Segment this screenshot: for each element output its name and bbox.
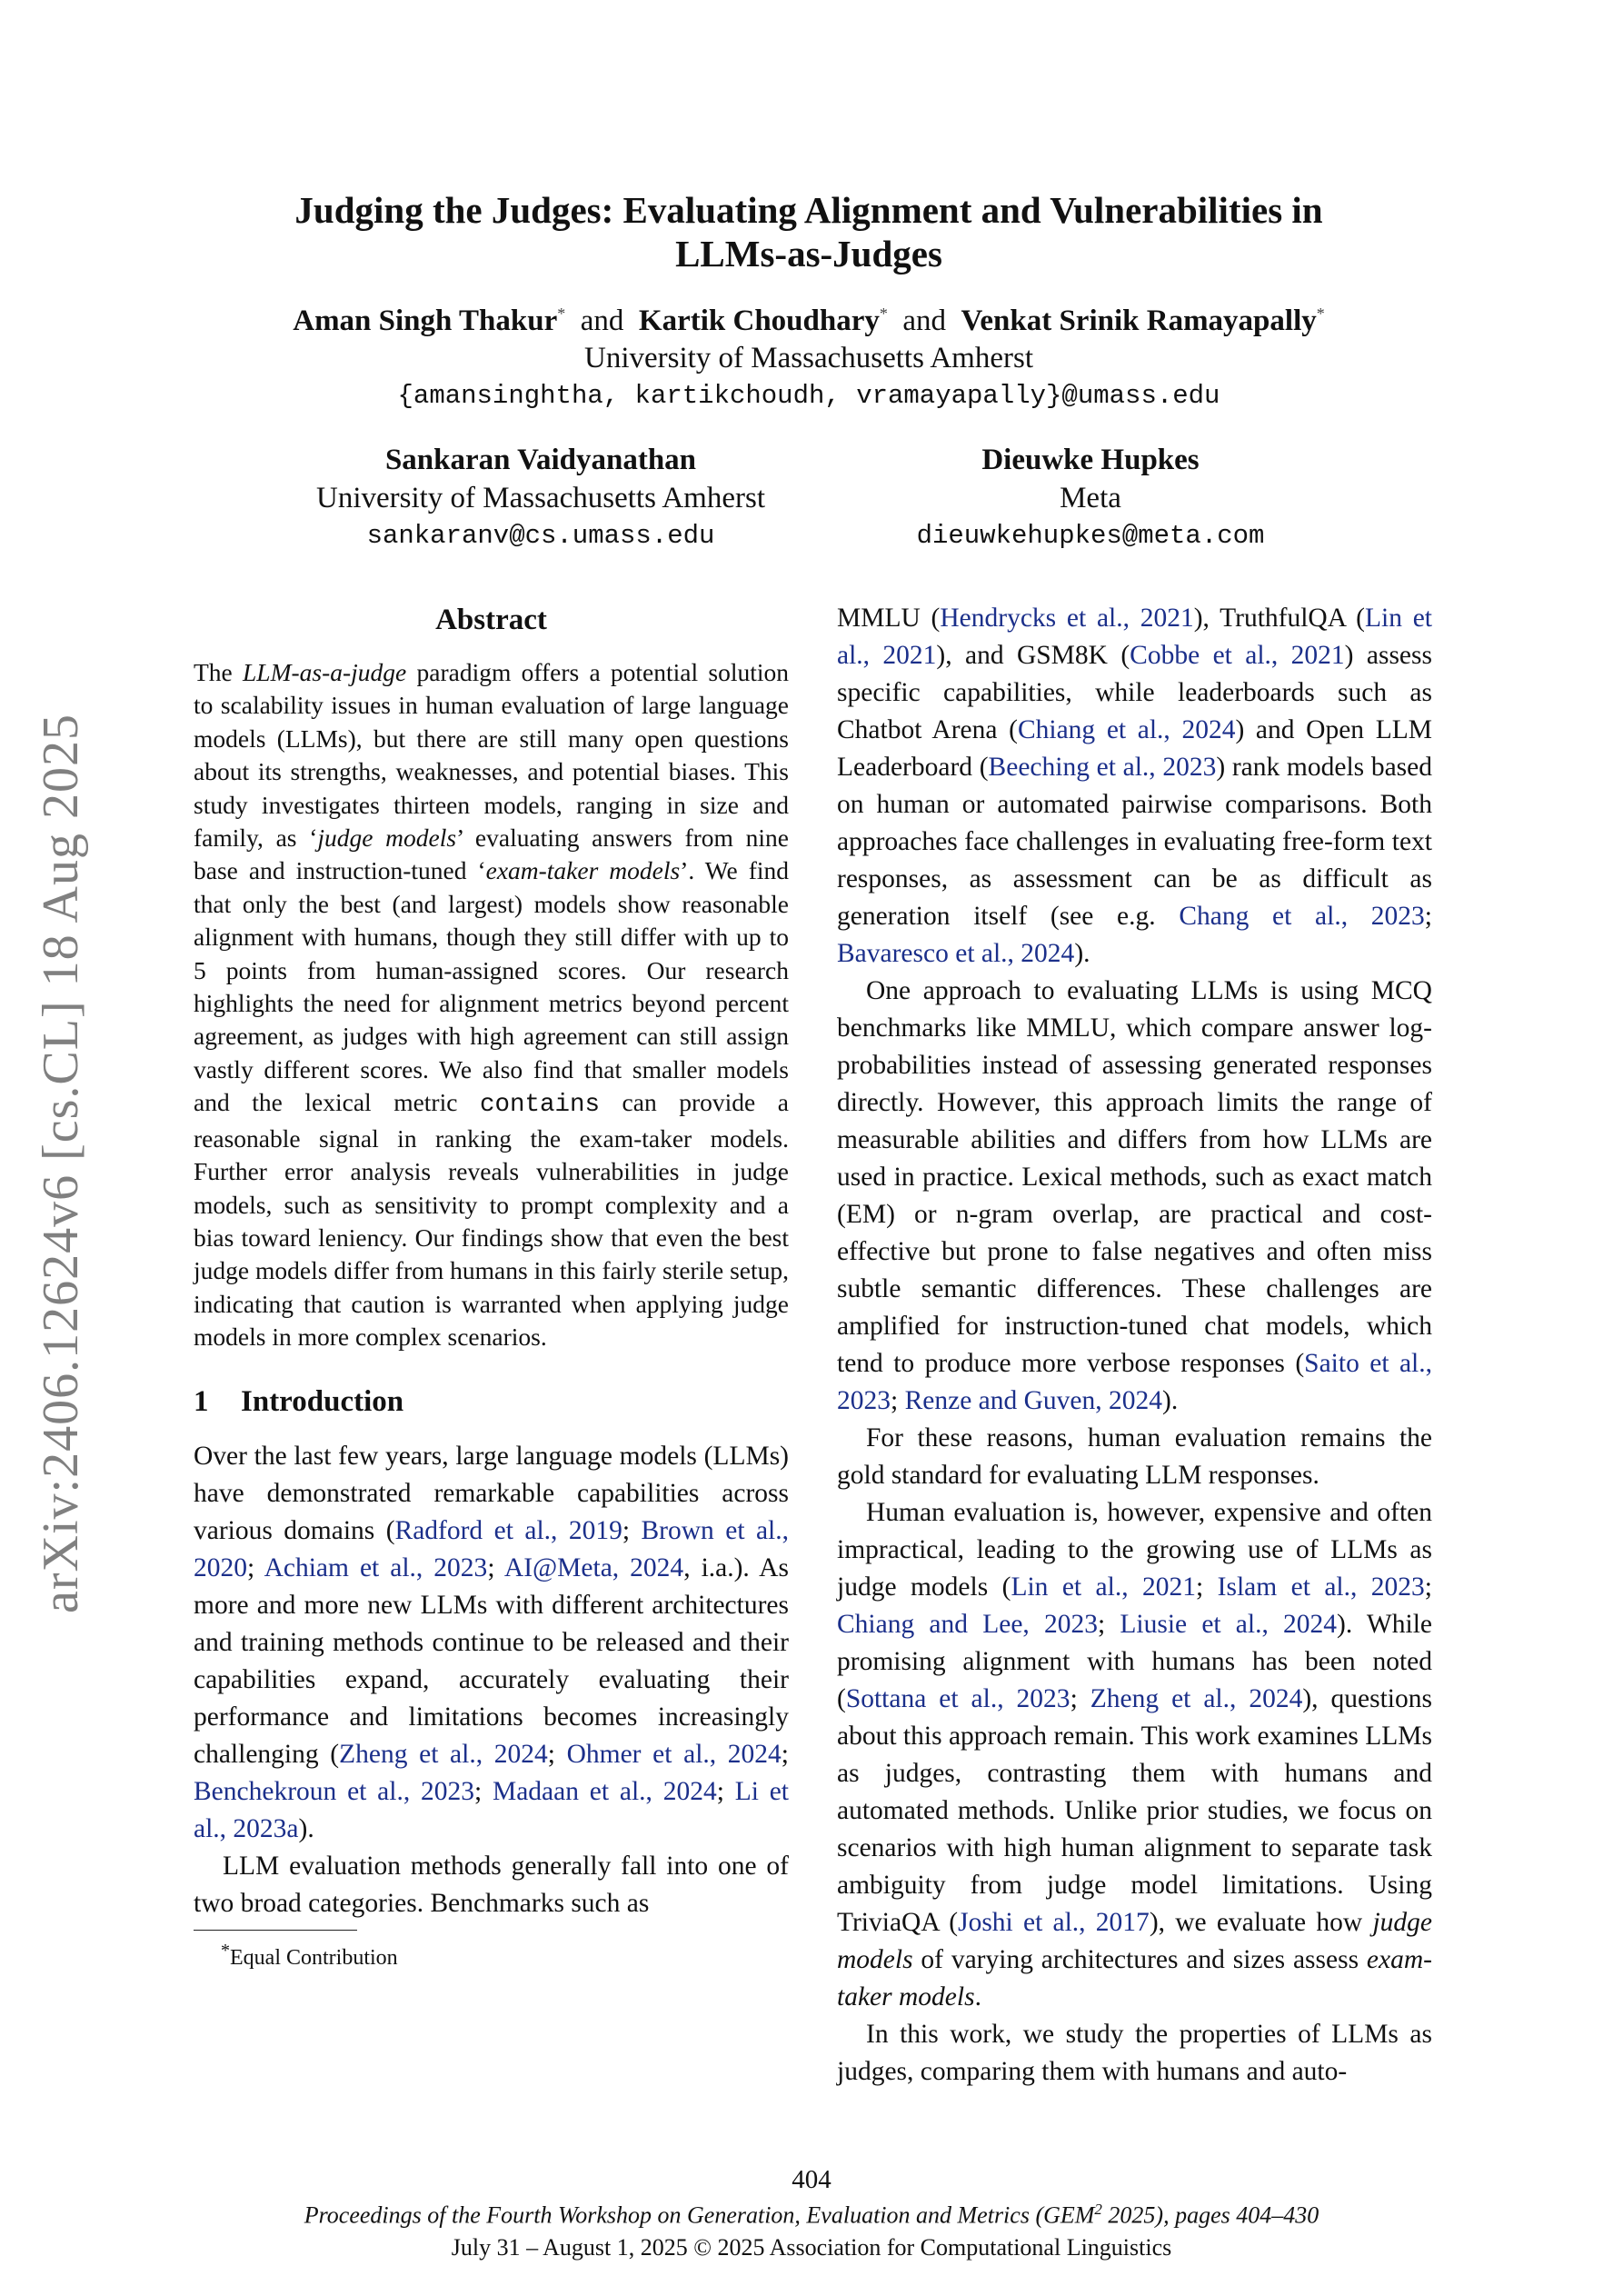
- author-list: [145, 295, 1472, 415]
- author-name: Aman Singh Thakur: [293, 304, 558, 337]
- equal-contribution-mark: *: [879, 304, 888, 323]
- section-number: 1: [194, 1384, 209, 1418]
- author-emails: {amansinghtha, kartikchoudh, vramayapally}@umass.edu: [397, 381, 1220, 411]
- author-conjunction: and: [902, 304, 947, 337]
- right-column: [837, 600, 1432, 2091]
- body-paragraph-3: For these reasons, human evaluation remains the gold standard for evaluating LLM responses.: [837, 1423, 1432, 1490]
- citation-link[interactable]: Lin et al., 2021: [837, 604, 1432, 670]
- author-affiliation: University of Massachusetts Amherst: [583, 342, 1034, 374]
- body-paragraph-4: Human evaluation is, however, expensive and often impractical, leading to the growing use of LLMs as judge models (Lin et al., 2021; Islam et al., 2023; Chiang and Lee, 2023; Liusie et al., 2024). While promising alignment with humans has been noted (Sottana et al., 2023; Zheng et al., 2024), questions about this approach remain. This work examines LLMs as judges, contrasting them with humans and automated methods. Unlike prior studies, we focus on scenarios with high human alignment to separate task ambiguity from judge model limitations. Using TriviaQA (Joshi et al., 2017), we evaluate how judge models of varying architectures and sizes assess exam-taker models.: [837, 1498, 1432, 2011]
- proceedings-line: Proceedings of the Fourth Workshop on Generation, Evaluation and Metrics (GEM$^2$ 2025), pages 404–430: [304, 2201, 1319, 2229]
- body-paragraph-2: One approach to evaluating LLMs is using MCQ benchmarks like MMLU, which compare answer log-probabilities instead of assessing generated responses directly. However, this approach limits the range of measurable abilities and differs from how LLMs are used in practice. Lexical methods, such as exact match (EM) or n-gram overlap, are practical and cost-effective but prone to false negatives and often miss subtle semantic differences. These challenges are amplified for instruction-tuned chat models, which tend to produce more verbose responses (Saito et al., 2023; Renze and Guven, 2024).: [837, 976, 1432, 1415]
- citation-link[interactable]: Chiang et al., 2024: [1017, 715, 1236, 744]
- abstract-body: The LLM-as-a-judge paradigm offers a potential solution to scalability issues in human evaluation of large language models (LLMs), but there are still many open questions about its strengths, weaknesses, and potential biases. This study investigates thirteen models, ranging in size and family, as ‘judge models’ evaluating answers from nine base and instruction-tuned ‘exam-taker models’. We find that only the best (and largest) models show reasonable alignment with humans, though they still differ with up to 5 points from human-assigned scores. Our research highlights the need for alignment metrics beyond percent agreement, as judges with high agreement can still assign vastly different scores. We also find that smaller models and the lexical metric contains can provide a reasonable signal in ranking the exam-taker models. Further error analysis reveals vulnerabilities in judge models, such as sensitivity to prompt complexity and a bias toward leniency. Our findings show that even the best judge models differ from humans in this fairly sterile setup, indicating that caution is warranted when applying judge models in more complex scenarios.: [194, 658, 789, 1352]
- author-email: sankaranv@cs.umass.edu: [366, 521, 715, 551]
- citation-link[interactable]: Beeching et al., 2023: [988, 753, 1217, 782]
- section-heading-introduction: [194, 1382, 789, 1422]
- paper-title: [182, 188, 1436, 275]
- citation-link[interactable]: Benchekroun et al., 2023: [194, 1776, 474, 1806]
- author-name: Kartik Choudhary: [638, 304, 880, 337]
- citation-link[interactable]: Liusie et al., 2024: [1120, 1610, 1338, 1639]
- footnote-mark: *: [221, 1940, 230, 1961]
- citation-link[interactable]: Achiam et al., 2023: [264, 1552, 488, 1582]
- citation-link[interactable]: Brown et al., 2020: [194, 1515, 789, 1582]
- author-name: Sankaran Vaidyanathan: [384, 444, 697, 476]
- equal-contribution-mark: *: [1316, 304, 1325, 323]
- citation-link[interactable]: Renze and Guven, 2024: [904, 1386, 1163, 1415]
- citation-link[interactable]: Islam et al., 2023: [1217, 1572, 1425, 1602]
- citation-link[interactable]: Bavaresco et al., 2024: [837, 939, 1075, 968]
- footnote-text: Equal Contribution: [230, 1945, 398, 1970]
- footnote: [194, 1936, 789, 1972]
- abstract-heading: Abstract: [435, 604, 547, 636]
- equal-contribution-mark: *: [557, 304, 566, 323]
- footnote-divider: [194, 1930, 357, 1931]
- citation-link[interactable]: Ohmer et al., 2024: [566, 1739, 782, 1769]
- citation-link[interactable]: Cobbe et al., 2021: [1130, 641, 1345, 670]
- section-title: Introduction: [241, 1384, 404, 1418]
- author-name: Venkat Srinik Ramayapally: [961, 304, 1317, 337]
- author-email: dieuwkehupkes@meta.com: [916, 521, 1265, 551]
- citation-link[interactable]: Chiang and Lee, 2023: [837, 1610, 1098, 1639]
- author-block-right: [745, 441, 1436, 555]
- citation-link[interactable]: Zheng et al., 2024: [1090, 1684, 1303, 1713]
- title-line-2: LLMs-as-Judges: [675, 233, 942, 275]
- copyright-line: July 31 – August 1, 2025 © 2025 Association for Computational Linguistics: [451, 2234, 1172, 2261]
- author-affiliation: University of Massachusetts Amherst: [315, 482, 766, 514]
- intro-paragraph-2: LLM evaluation methods generally fall into one of two broad categories. Benchmarks such as: [194, 1851, 789, 1918]
- page-number: 404: [792, 2165, 831, 2194]
- author-conjunction: and: [580, 304, 624, 337]
- arxiv-sidebar: [20, 618, 102, 1709]
- citation-link[interactable]: Lin et al., 2021: [1011, 1572, 1197, 1602]
- citation-link[interactable]: AI@Meta, 2024: [503, 1552, 684, 1582]
- citation-link[interactable]: Radford et al., 2019: [394, 1515, 622, 1545]
- author-names-row: [145, 295, 1472, 339]
- citation-link[interactable]: Zheng et al., 2024: [339, 1739, 548, 1769]
- author-affiliation: Meta: [1060, 482, 1121, 514]
- citation-link[interactable]: Joshi et al., 2017: [958, 1908, 1150, 1937]
- citation-link[interactable]: Li et al., 2023a: [194, 1776, 789, 1843]
- citation-link[interactable]: Chang et al., 2023: [1179, 902, 1425, 931]
- citation-link[interactable]: Saito et al., 2023: [837, 1349, 1432, 1415]
- body-paragraph-1: MMLU (Hendrycks et al., 2021), TruthfulQA (Lin et al., 2021), and GSM8K (Cobbe et al., 2021) assess specific capabilities, while leaderboards such as Chatbot Arena (Chiang et al., 2024) and Open LLM Leaderboard (Beeching et al., 2023) rank models based on human or automated pairwise comparisons. Both approaches face challenges in evaluating free-form text responses, as assessment can be as difficult as generation itself (see e.g. Chang et al., 2023; Bavaresco et al., 2024).: [837, 604, 1432, 968]
- author-name: Dieuwke Hupkes: [981, 444, 1200, 476]
- citation-link[interactable]: Madaan et al., 2024: [492, 1776, 717, 1806]
- intro-paragraph-1: Over the last few years, large language models (LLMs) have demonstrated remarkable capabilities across various domains (Radford et al., 2019; Brown et al., 2020; Achiam et al., 2023; AI@Meta, 2024, i.a.). As more and more new LLMs with different architectures and training methods continue to be released and their capabilities expand, accurately evaluating their performance and limitations becomes increasingly challenging (Zheng et al., 2024; Ohmer et al., 2024; Benchekroun et al., 2023; Madaan et al., 2024; Li et al., 2023a).: [194, 1441, 789, 1843]
- body-paragraph-5: In this work, we study the properties of LLMs as judges, comparing them with humans and auto-: [837, 2020, 1432, 2086]
- citation-link[interactable]: Hendrycks et al., 2021: [940, 604, 1194, 633]
- citation-link[interactable]: Sottana et al., 2023: [845, 1684, 1070, 1713]
- arxiv-identifier: arXiv:2406.12624v6 [cs.CL] 18 Aug 2025: [33, 714, 89, 1613]
- left-column: [194, 600, 789, 1972]
- title-line-1: Judging the Judges: Evaluating Alignment and Vulnerabilities in: [294, 189, 1323, 231]
